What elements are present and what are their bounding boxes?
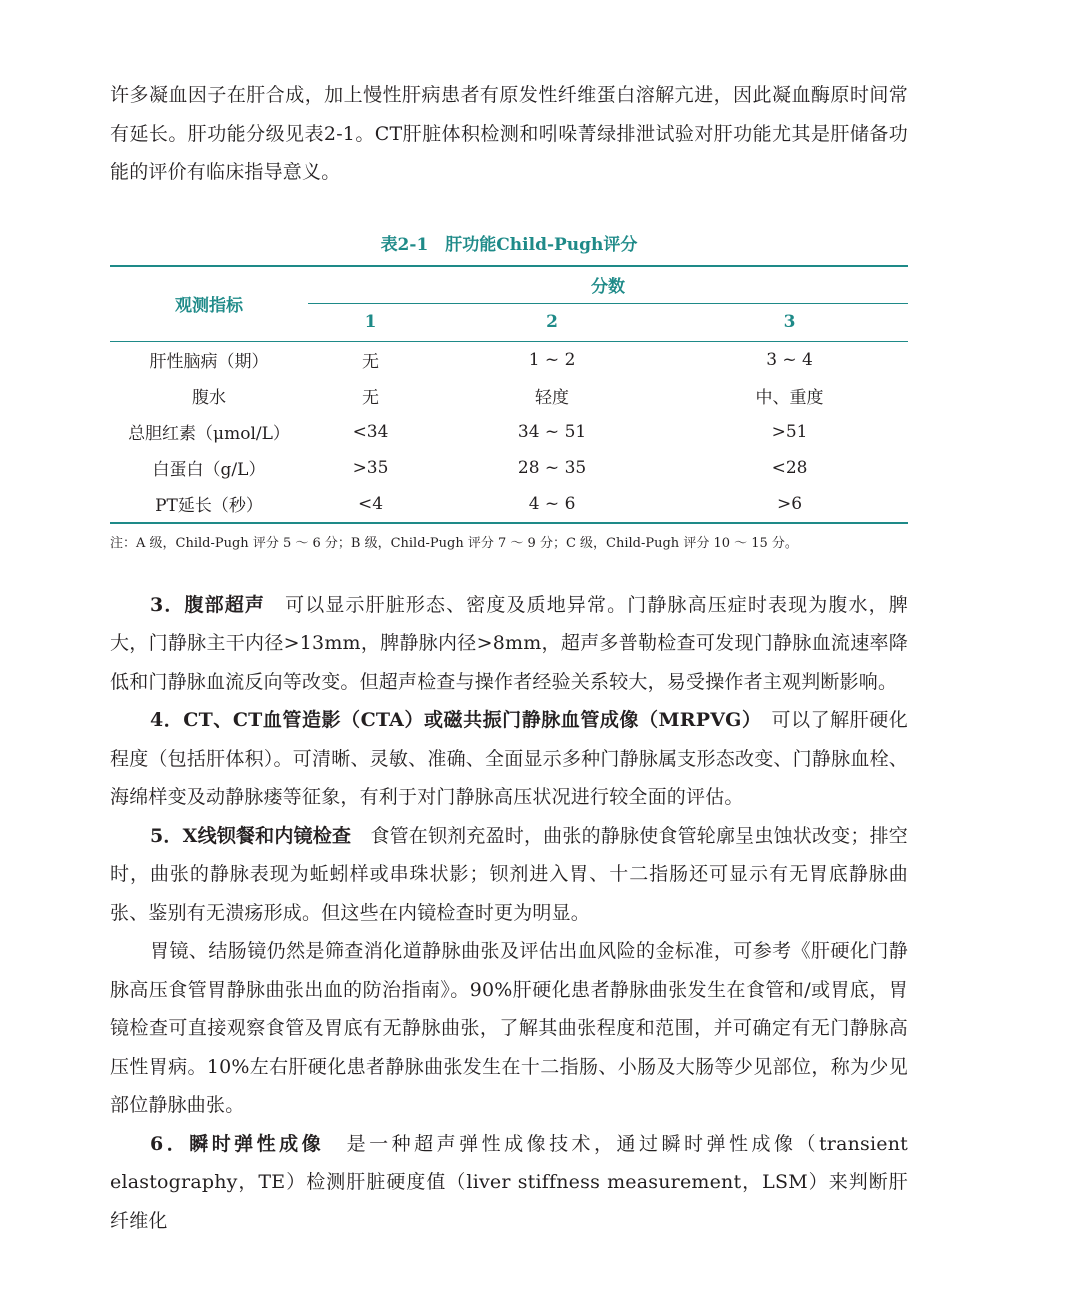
- body-sections: [110, 586, 908, 1241]
- score-cell: 28 ~ 35: [517, 457, 587, 478]
- score-cell: 34 ~ 51: [517, 421, 587, 442]
- section-text: 胃镜、结肠镜仍然是筛查消化道静脉曲张及评估出血风险的金标准，可参考《肝硬化门静脉高压食管胃静脉曲张出血的防治指南》。90%肝硬化患者静脉曲张发生在食管和/或胃底，胃镜检查可直接观察食管及胃底有无静脉曲张，了解其曲张程度和范围，并可确定有无门静脉高压性胃病。10%左右肝硬化患者静脉曲张发生在十二指肠、小肠及大肠等少见部位，称为少见部位静脉曲张。: [110, 940, 908, 1116]
- score-header-2: 2: [433, 303, 671, 341]
- intro-paragraph: 许多凝血因子在肝合成，加上慢性肝病患者有原发性纤维蛋白溶解亢进，因此凝血酶原时间常有延长。肝功能分级见表2-1。CT肝脏体积检测和吲哚菁绿排泄试验对肝功能尤其是肝储备功能的评价有临床指导意义。: [110, 84, 908, 183]
- row-label: PT延长（秒）: [155, 496, 263, 516]
- section-heading: 3．腹部超声: [150, 593, 265, 616]
- table-caption: 表2-1 肝功能Child-Pugh评分: [380, 234, 638, 255]
- table-row: [110, 341, 908, 378]
- section-ultrasound: [110, 586, 908, 702]
- child-pugh-table: [110, 265, 908, 524]
- score-header-3: 3: [671, 303, 908, 341]
- section-text: 是一种超声弹性成像技术，通过瞬时弹性成像（transient elastography，TE）检测肝脏硬度值（liver stiffness measurement，LSM）来判断肝纤维化: [110, 1132, 908, 1232]
- score-cell: <4: [357, 493, 384, 514]
- row-label: 腹水: [192, 388, 226, 408]
- group-header: 分数: [591, 277, 625, 297]
- table-row: [110, 414, 908, 450]
- table-row: [110, 486, 908, 523]
- score-cell: 无: [362, 352, 380, 372]
- score-cell: <28: [771, 457, 808, 478]
- score-cell: 无: [362, 388, 380, 408]
- row-label: 肝性脑病（期）: [149, 352, 269, 372]
- document-page: [110, 76, 908, 1240]
- score-cell: <34: [352, 421, 389, 442]
- section-text: 食管在钡剂充盈时，曲张的静脉使食管轮廓呈虫蚀状改变；排空时，曲张的静脉表现为蚯蚓样或串珠状影；钡剂进入胃、十二指肠还可显示有无胃底静脉曲张、鉴别有无溃疡形成。但这些在内镜检查时更为明显。: [110, 824, 908, 924]
- section-text: 可以显示肝脏形态、密度及质地异常。门静脉高压症时表现为腹水，脾大，门静脉主干内径>13mm，脾静脉内径>8mm，超声多普勒检查可发现门静脉血流速率降低和门静脉血流反向等改变。但超声检查与操作者经验关系较大，易受操作者主观判断影响。: [110, 593, 909, 693]
- row-header: 观测指标: [175, 296, 243, 316]
- section-ct: [110, 701, 908, 817]
- section-elastography: [110, 1125, 908, 1241]
- table-row: [110, 450, 908, 486]
- table-note: 注：A 级，Child-Pugh 评分 5 ～ 6 分；B 级，Child-Pugh 评分 7 ～ 9 分；C 级，Child-Pugh 评分 10 ～ 15 分。: [110, 535, 798, 551]
- score-cell: 3 ~ 4: [766, 349, 813, 370]
- score-cell: >51: [771, 421, 808, 442]
- row-label: 白蛋白（g/L）: [152, 460, 266, 480]
- table-row: [110, 378, 908, 414]
- score-cell: 1 ~ 2: [528, 349, 576, 370]
- score-cell: >6: [777, 493, 803, 514]
- row-label: 总胆红素（μmol/L）: [128, 424, 290, 444]
- section-gastroscopy: [110, 932, 908, 1125]
- score-header-1: 1: [308, 303, 433, 341]
- section-heading: 4．CT、CT血管造影（CTA）或磁共振门静脉血管成像（MRPVG）: [150, 709, 752, 731]
- section-heading: 6．瞬时弹性成像: [150, 1132, 325, 1155]
- section-text: 可以了解肝硬化程度（包括肝体积）。可清晰、灵敏、准确、全面显示多种门静脉属支形态改变、门静脉血栓、海绵样变及动静脉瘘等征象，有利于对门静脉高压状况进行较全面的评估。: [110, 709, 908, 808]
- score-cell: >35: [352, 457, 389, 478]
- section-heading: 5．X线钡餐和内镜检查: [150, 824, 352, 847]
- score-cell: 轻度: [535, 388, 570, 408]
- section-xray-endoscopy: [110, 817, 908, 933]
- score-cell: 中、重度: [755, 388, 824, 408]
- score-cell: 4 ~ 6: [528, 493, 576, 514]
